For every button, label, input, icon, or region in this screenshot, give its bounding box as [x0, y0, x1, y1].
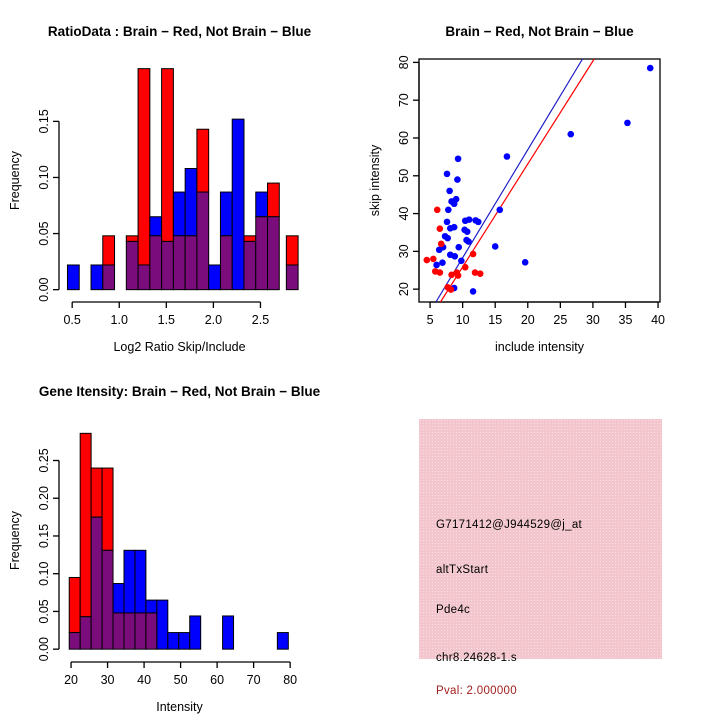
hist-bar-blue: [157, 600, 168, 649]
panel-gene-histogram: [0, 360, 360, 720]
hist-bar-red: [80, 433, 91, 616]
hist-bar-blue: [146, 600, 157, 613]
x-tick-label: 2.0: [204, 313, 223, 327]
hist-bar-red: [126, 236, 138, 242]
hist-bar-overlap: [69, 633, 80, 650]
x-tick-label: 20: [64, 673, 79, 687]
info-box: [419, 419, 662, 697]
x-tick-label: 1.5: [157, 313, 176, 327]
hist-bar-blue: [113, 584, 124, 613]
y-tick-label: 0.05: [37, 221, 51, 246]
y-tick-label: 80: [397, 55, 411, 70]
hist-bar-overlap: [197, 192, 209, 290]
y-tick-label: 0.00: [37, 277, 51, 302]
x-tick-label: 40: [651, 313, 665, 327]
scatter-point-blue: [567, 131, 574, 138]
x-tick-label: 50: [173, 673, 188, 687]
hist-bar-blue: [173, 192, 185, 236]
scatter-point-red: [430, 256, 437, 263]
hist-bar-red: [162, 69, 174, 242]
hist-bar-overlap: [150, 236, 162, 290]
probe-id-text: G7171412@J944529@j_at: [436, 519, 583, 531]
y-tick-label: 0.25: [37, 448, 51, 473]
scatter-point-blue: [504, 153, 511, 160]
scatter-point-blue: [439, 259, 446, 266]
y-tick-label: 20: [397, 282, 411, 297]
hist-bar-red: [138, 69, 150, 265]
scatter-point-blue: [452, 253, 459, 260]
scatter-point-blue: [466, 216, 473, 223]
scatter-point-blue: [444, 171, 451, 178]
hist-bar-red: [244, 236, 256, 242]
scatter-point-blue: [446, 188, 453, 195]
scatter-point-blue: [470, 288, 477, 295]
event-type-text: altTxStart: [436, 564, 489, 576]
hist-bar-overlap: [103, 265, 115, 290]
y-axis-label: skip intensity: [368, 144, 382, 217]
hist-bar-overlap: [185, 236, 197, 290]
x-tick-label: 2.5: [251, 313, 270, 327]
y-axis-label: Frequency: [8, 510, 22, 571]
scatter-point-red: [437, 225, 444, 232]
y-tick-label: 30: [397, 244, 411, 259]
y-tick-label: 50: [397, 168, 411, 183]
x-tick-label: 30: [100, 673, 115, 687]
scatter-point-blue: [433, 262, 440, 269]
chart-title: Brain − Red, Not Brain − Blue: [445, 24, 634, 39]
x-tick-label: 10: [455, 313, 470, 327]
y-axis-label: Frequency: [8, 150, 22, 211]
hist-bar-overlap: [268, 217, 280, 290]
hist-bar-overlap: [102, 550, 113, 649]
chart-title: RatioData : Brain − Red, Not Brain − Blue: [47, 24, 312, 39]
scatter-point-blue: [451, 224, 458, 231]
x-tick-label: 0.5: [63, 313, 81, 327]
hist-bar-blue: [256, 192, 268, 217]
location-text: chr8.24628-1.s: [436, 652, 517, 664]
gene-histogram-canvas: [0, 360, 360, 720]
scatter-point-blue: [444, 235, 451, 242]
hist-bar-overlap: [113, 613, 124, 649]
hist-bar-blue: [124, 550, 135, 613]
hist-bar-overlap: [80, 617, 91, 649]
x-tick-label: 20: [520, 313, 535, 327]
hist-bar-overlap: [256, 217, 268, 290]
x-tick-label: 80: [283, 673, 298, 687]
y-tick-label: 0.20: [37, 486, 51, 511]
hist-bar-blue: [190, 616, 201, 649]
hist-bar-red: [197, 129, 209, 192]
scatter-point-blue: [455, 244, 462, 251]
x-axis-label: Log2 Ratio Skip/Include: [113, 340, 246, 354]
ratio-histogram-canvas: [0, 0, 360, 360]
scatter-point-blue: [522, 259, 529, 266]
hist-bar-blue: [168, 633, 179, 650]
scatter-point-blue: [445, 206, 452, 213]
scatter-point-blue: [647, 65, 654, 72]
hist-bar-red: [268, 183, 280, 217]
y-tick-label: 60: [397, 131, 411, 145]
x-tick-label: 70: [246, 673, 261, 687]
hist-bar-red: [102, 468, 113, 550]
x-tick-label: 15: [488, 313, 503, 327]
hist-bar-blue: [209, 265, 221, 290]
x-tick-label: 35: [618, 313, 633, 327]
hist-bar-overlap: [162, 241, 174, 289]
hist-bar-red: [103, 236, 115, 265]
hist-bar-overlap: [173, 236, 185, 290]
scatter-point-blue: [496, 206, 503, 213]
scatter-point-red: [477, 270, 484, 277]
scatter-point-blue: [464, 228, 471, 235]
hist-bar-overlap: [138, 265, 150, 290]
x-axis-label: include intensity: [495, 340, 584, 354]
hist-bar-blue: [277, 633, 288, 650]
scatter-point-blue: [492, 243, 499, 250]
y-tick-label: 0.10: [37, 561, 51, 586]
hist-bar-blue: [223, 616, 234, 649]
y-tick-label: 0.15: [37, 109, 52, 134]
scatter-point-blue: [436, 247, 443, 254]
x-axis-label: Intensity: [156, 700, 203, 714]
x-tick-label: 40: [137, 673, 152, 687]
hist-bar-overlap: [286, 265, 298, 290]
scatter-point-red: [448, 271, 455, 278]
scatter-point-red: [462, 264, 469, 271]
hist-bar-blue: [135, 550, 146, 613]
y-tick-label: 70: [397, 93, 411, 108]
hist-bar-blue: [150, 217, 162, 236]
scatter-point-blue: [451, 200, 458, 207]
hist-bar-overlap: [124, 613, 135, 649]
hist-bar-blue: [179, 633, 190, 650]
hist-bar-blue: [185, 168, 197, 235]
scatter-point-red: [448, 286, 455, 293]
scatter-point-blue: [458, 258, 465, 265]
gene-name-text: Pde4c: [436, 604, 471, 616]
hist-bar-overlap: [146, 613, 157, 649]
panel-ratio-histogram: [0, 0, 360, 360]
scatter-point-blue: [465, 238, 472, 245]
hist-bar-overlap: [135, 613, 146, 649]
x-tick-label: 60: [210, 673, 225, 687]
x-tick-label: 30: [585, 313, 600, 327]
scatter-point-red: [434, 206, 441, 213]
scatter-point-blue: [475, 219, 482, 226]
x-tick-label: 5: [426, 313, 434, 327]
scatter-point-blue: [624, 120, 631, 127]
scatter-point-red: [438, 241, 445, 248]
scatter-point-blue: [454, 176, 461, 183]
y-tick-label: 40: [397, 206, 411, 221]
hist-bar-overlap: [244, 241, 256, 289]
scatter-point-red: [455, 272, 462, 279]
y-tick-label: 0.05: [37, 599, 51, 624]
hist-bar-blue: [232, 119, 244, 290]
scatter-point-blue: [455, 155, 462, 162]
hist-bar-red: [91, 468, 102, 517]
x-tick-label: 1.0: [110, 313, 128, 327]
intensity-scatter-canvas: [360, 0, 720, 360]
panel-intensity-scatter: [360, 0, 720, 360]
scatter-point-red: [470, 251, 477, 258]
x-tick-label: 25: [553, 313, 568, 327]
hist-bar-red: [69, 577, 80, 632]
scatter-point-red: [424, 257, 431, 264]
chart-title: Gene Itensity: Brain − Red, Not Brain − Blue: [38, 384, 321, 399]
scatter-point-red: [437, 269, 444, 276]
hist-bar-blue: [91, 265, 103, 290]
y-tick-label: 0.10: [37, 165, 51, 190]
y-tick-label: 0.00: [37, 636, 51, 662]
hist-bar-blue: [220, 192, 232, 236]
hist-bar-red: [286, 236, 298, 265]
hist-bar-overlap: [220, 236, 232, 290]
hist-bar-overlap: [91, 517, 102, 649]
panel-info: [360, 360, 720, 720]
scatter-point-blue: [444, 219, 451, 226]
hist-bar-blue: [67, 265, 79, 290]
pval-text: Pval: 2.000000: [436, 685, 517, 697]
y-tick-label: 0.15: [37, 523, 51, 549]
hist-bar-overlap: [126, 241, 138, 289]
